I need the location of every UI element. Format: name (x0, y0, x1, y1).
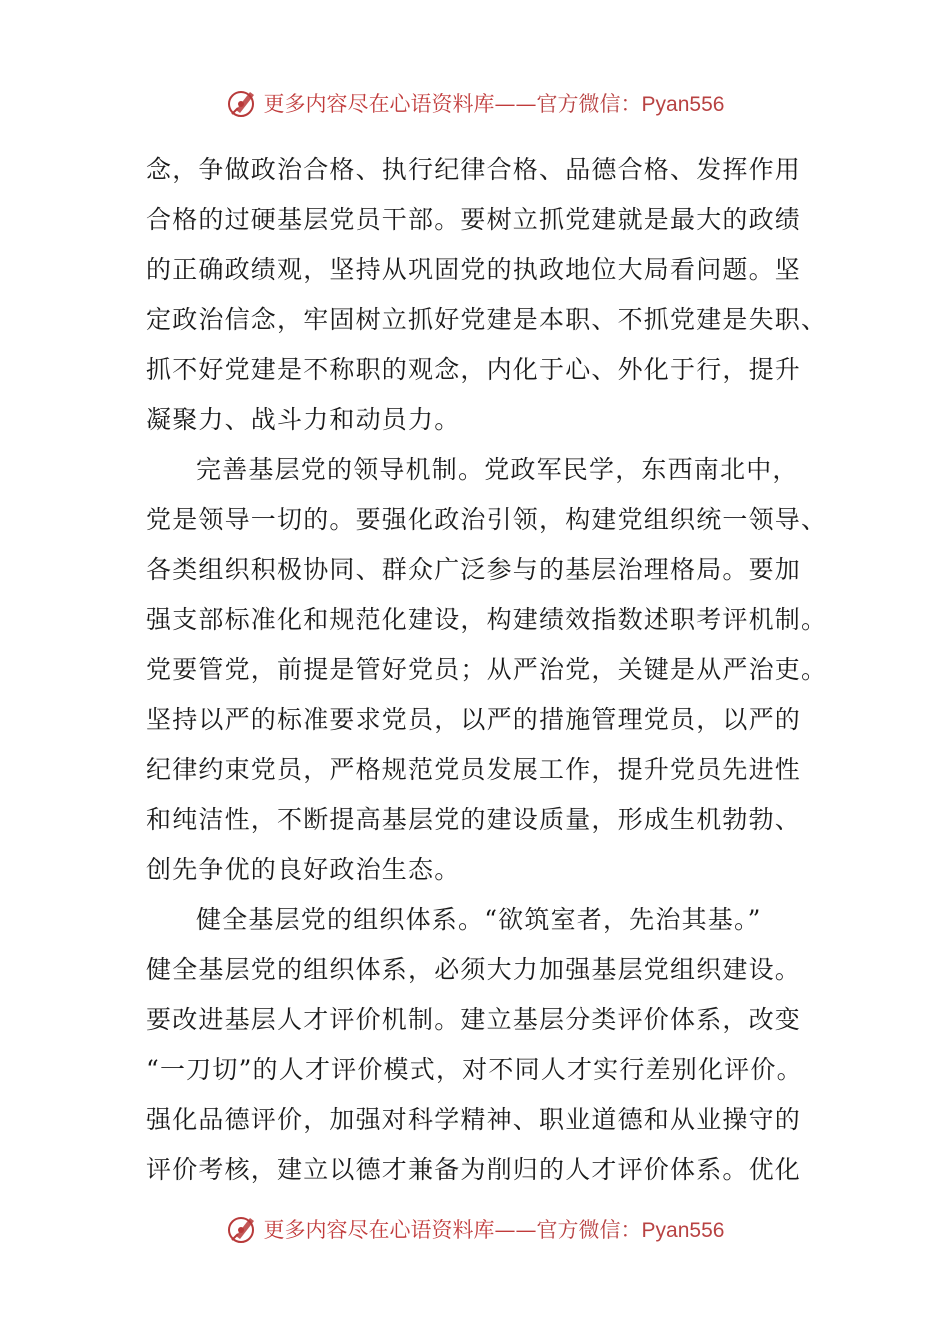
footer-wechat-id: Pyan556 (641, 1219, 725, 1242)
body-line: 和纯洁性，不断提高基层党的建设质量，形成生机勃勃、 (146, 805, 802, 834)
body-line: 凝聚力、战斗力和动员力。 (146, 405, 461, 434)
body-line: 坚持以严的标准要求党员，以严的措施管理党员，以严的 (146, 705, 802, 734)
footer-wechat-label: 官方微信： (536, 1218, 642, 1242)
body-line: 念，争做政治合格、执行纪律合格、品德合格、发挥作用 (146, 155, 802, 184)
pen-nib-circle-logo-icon (226, 86, 260, 120)
body-line: 的正确政绩观，坚持从巩固党的执政地位大局看问题。坚 (146, 255, 802, 284)
header-brand: 更多内容尽在心语资料库 (263, 92, 495, 116)
body-line: 各类组织积极协同、群众广泛参与的基层治理格局。要加 (146, 555, 802, 584)
body-line: “一刀切”的人才评价模式，对不同人才实行差别化评价。 (146, 1055, 803, 1084)
header-banner (0, 83, 950, 123)
body-line: 合格的过硬基层党员干部。要树立抓党建就是最大的政绩 (146, 205, 802, 234)
header-dash: —— (494, 92, 537, 116)
body-line: 定政治信念，牢固树立抓好党建是本职、不抓党建是失职、 (146, 305, 828, 334)
footer-banner (0, 1209, 950, 1249)
footer-brand: 更多内容尽在心语资料库 (263, 1218, 495, 1242)
body-line: 党是领导一切的。要强化政治引领，构建党组织统一领导、 (146, 505, 828, 534)
paragraph-heading-line: 完善基层党的领导机制。党政军民学，东西南北中， (196, 455, 799, 484)
pen-nib-circle-logo-icon (226, 1212, 260, 1246)
document-body (146, 145, 846, 1195)
body-line: 要改进基层人才评价机制。建立基层分类评价体系，改变 (146, 1005, 802, 1034)
header-wechat-id: Pyan556 (641, 93, 725, 116)
body-line: 强支部标准化和规范化建设，构建绩效指数述职考评机制。 (146, 605, 828, 634)
footer-banner-text (264, 1214, 725, 1244)
body-line: 强化品德评价，加强对科学精神、职业道德和从业操守的 (146, 1105, 802, 1134)
footer-dash: —— (494, 1218, 537, 1242)
body-line: 创先争优的良好政治生态。 (146, 855, 461, 884)
body-line: 党要管党，前提是管好党员；从严治党，关键是从严治吏。 (146, 655, 828, 684)
header-wechat-label: 官方微信： (536, 92, 642, 116)
body-line: 健全基层党的组织体系，必须大力加强基层党组织建设。 (146, 955, 802, 984)
header-banner-text (264, 88, 725, 118)
body-line: 纪律约束党员，严格规范党员发展工作，提升党员先进性 (146, 755, 802, 784)
paragraph-heading-line: 健全基层党的组织体系。“欲筑室者，先治其基。” (196, 905, 762, 934)
body-line: 评价考核，建立以德才兼备为削归的人才评价体系。优化 (146, 1155, 802, 1184)
body-line: 抓不好党建是不称职的观念，内化于心、外化于行，提升 (146, 355, 802, 384)
